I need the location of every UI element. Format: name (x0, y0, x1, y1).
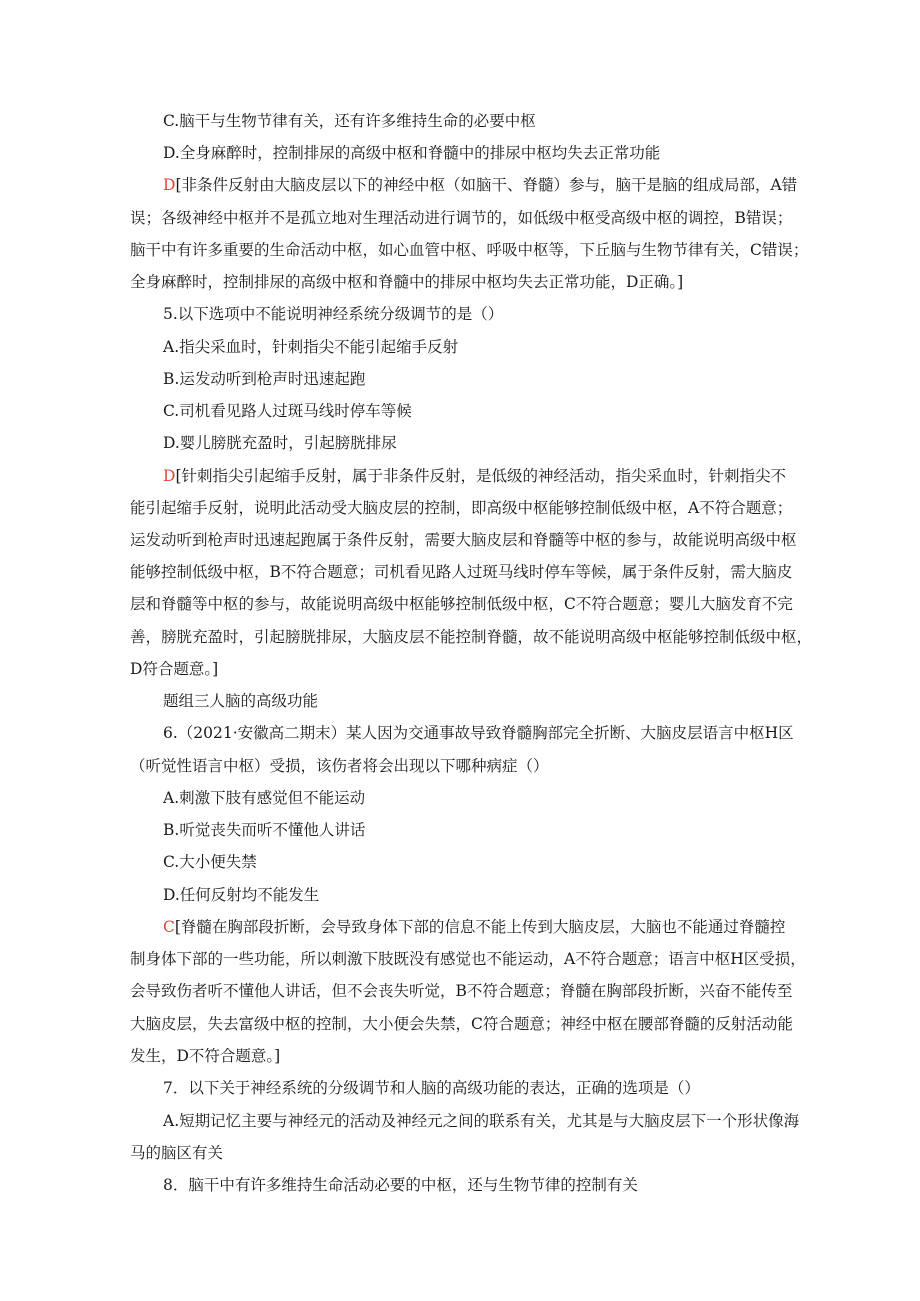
q4-explanation-text: [非条件反射由大脑皮层以下的神经中枢（如脑干、脊髓）参与，脑干是脑的组成局部，A错 (175, 176, 798, 194)
q5-option-c: C.司机看见路人过斑马线时停车等候 (163, 402, 412, 420)
q5-explanation-text: [针刺指尖引起缩手反射，属于非条件反射，是低级的神经活动，指尖采血时，针刺指尖不 (175, 467, 786, 485)
q5-answer-letter: D (163, 467, 176, 485)
q5-explanation-line-2: 能引起缩手反射，说明此活动受大脑皮层的控制，即高级中枢能够控制低级中枢，A不符合题意； (130, 499, 793, 517)
q5-option-d: D.婴儿膀胱充盈时，引起膀胱排尿 (163, 434, 397, 452)
q5-stem: 5.以下选项中不能说明神经系统分级调节的是（） (163, 305, 504, 323)
q6-answer-letter: C (163, 918, 175, 936)
q6-option-a: A.刺激下肢有感觉但不能运动 (163, 789, 366, 807)
q4-explanation-line-1 (163, 175, 797, 195)
q4-option-c: C.脑干与生物节律有关，还有许多维持生命的必要中枢 (163, 112, 536, 130)
q4-option-d: D.全身麻醉时，控制排尿的高级中枢和脊髓中的排尿中枢均失去正常功能 (163, 144, 661, 162)
q6-explanation-line-3: 会导致伤者听不懂他人讲话，但不会丧失听觉，B不符合题意；脊髓在胸部段折断，兴奋不能传至 (130, 982, 793, 1000)
q6-stem-line-1: 6.（2021·安徽高二期末）某人因为交通事故导致脊髓胸部完全折断、大脑皮层语言中枢H区 (163, 724, 794, 742)
q5-explanation-line-6: 善，膀胱充盈时，引起膀胱排尿，大脑皮层不能控制脊髓，故不能说明高级中枢能够控制低级中枢， (130, 628, 813, 646)
q4-explanation-line-4: 全身麻醉时，控制排尿的高级中枢和脊髓中的排尿中枢均失去正常功能，D正确。] (130, 273, 684, 291)
q6-option-d: D.任何反射均不能发生 (163, 886, 320, 904)
q6-option-c: C.大小便失禁 (163, 853, 257, 871)
q6-option-b: B.听觉丧失而听不懂他人讲话 (163, 821, 366, 839)
q6-explanation-line-4: 大脑皮层，失去富级中枢的控制，大小便会失禁，C符合题意；神经中枢在腰部脊髓的反射活动能 (130, 1015, 793, 1033)
q8-text: 8．脑干中有许多维持生命活动必要的中枢，还与生物节律的控制有关 (163, 1176, 638, 1194)
q6-explanation-line-2: 制身体下部的一些功能，所以刺激下肢既没有感觉也不能运动，A不符合题意；语言中枢H区受损， (130, 950, 806, 968)
q7-option-a-line-1: A.短期记忆主要与神经元的活动及神经元之间的联系有关，尤其是与大脑皮层下一个形状像海 (163, 1112, 800, 1130)
q5-option-b: B.运发动听到枪声时迅速起跑 (163, 370, 366, 388)
q5-explanation-line-3: 运发动听到枪声时迅速起跑属于条件反射，需要大脑皮层和脊髓等中枢的参与，故能说明高级中枢 (130, 531, 797, 549)
q7-stem: 7．以下关于神经系统的分级调节和人脑的高级功能的表达，正确的选项是（） (163, 1079, 700, 1097)
q4-explanation-line-2: 误；各级神经中枢并不是孤立地对生理活动进行调节的，如低级中枢受高级中枢的调控，B错误； (130, 209, 793, 227)
q5-explanation-line-7: D符合题意。] (130, 660, 219, 678)
q6-stem-line-2: （听觉性语言中枢）受损，该伤者将会出现以下哪种病症（） (130, 757, 549, 775)
q7-option-a-line-2: 马的脑区有关 (130, 1144, 224, 1162)
q5-explanation-line-5: 层和脊髓等中枢的参与，故能说明高级中枢能够控制低级中枢，C不符合题意；婴儿大脑发育不完 (130, 595, 793, 613)
q6-explanation-line-5: 发生，D不符合题意。] (130, 1047, 281, 1065)
q6-explanation-text: [脊髓在胸部段折断，会导致身体下部的信息不能上传到大脑皮层，大脑也不能通过脊髓控 (174, 918, 786, 936)
q4-answer-letter: D (163, 176, 176, 194)
q5-explanation-line-4: 能够控制低级中枢，B不符合题意；司机看见路人过斑马线时停车等候，属于条件反射，需大脑皮 (130, 563, 793, 581)
q6-explanation-line-1 (163, 917, 785, 937)
q5-explanation-line-1 (163, 466, 786, 486)
section-title: 题组三人脑的高级功能 (163, 692, 319, 710)
q4-explanation-line-3: 脑干中有许多重要的生命活动中枢，如心血管中枢、呼吸中枢等，下丘脑与生物节律有关，C错误； (130, 241, 809, 259)
q5-option-a: A.指尖采血时，针刺指尖不能引起缩手反射 (163, 338, 459, 356)
